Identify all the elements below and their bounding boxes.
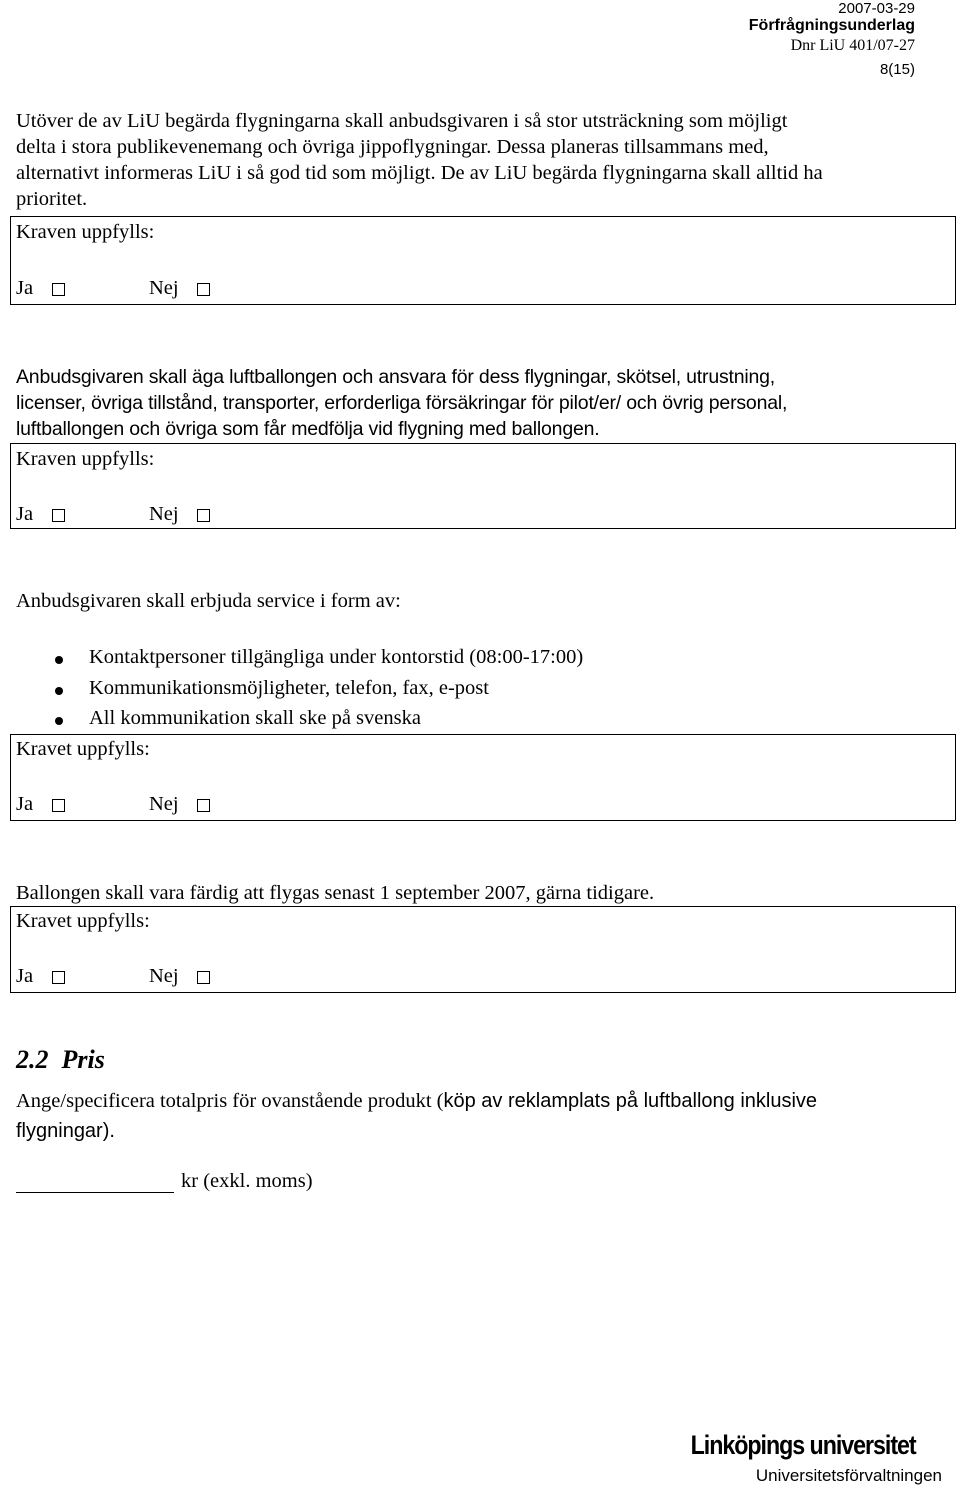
bullet-item: Kommunikationsmöjligheter, telefon, fax, e-post — [89, 677, 489, 699]
no-label: Nej — [149, 965, 179, 987]
university-logo: Linköpings universitet — [690, 1430, 916, 1460]
yes-checkbox[interactable] — [52, 283, 65, 296]
paragraph-line: luftballongen och övriga som får medfölja vid flygning med ballongen. — [16, 418, 600, 440]
no-checkbox[interactable] — [197, 799, 210, 812]
yes-label: Ja — [16, 277, 34, 299]
bullet-item: Kontaktpersoner tillgängliga under kontorstid (08:00-17:00) — [89, 646, 584, 668]
requirement-label: Kraven uppfylls: — [16, 448, 155, 470]
price-instruction-part2: köp av reklamplats på luftballong inklusive — [443, 1090, 818, 1112]
paragraph-line: licenser, övriga tillstånd, transporter, erforderliga försäkringar för pilot/er/ och övrig personal, — [16, 392, 788, 414]
yes-checkbox[interactable] — [52, 509, 65, 522]
bullet-dot — [55, 687, 63, 695]
section-2-paragraph — [16, 364, 936, 442]
price-unit: kr (exkl. moms) — [181, 1170, 313, 1192]
requirement-label: Kraven uppfylls: — [16, 221, 155, 243]
bullet-dot — [55, 717, 63, 725]
paragraph-line: Ballongen skall vara färdig att flygas senast 1 september 2007, gärna tidigare. — [16, 882, 655, 904]
no-label: Nej — [149, 793, 179, 815]
paragraph-line: alternativt informeras LiU i så god tid som möjligt. De av LiU begärda flygningarna skall alltid ha — [16, 162, 823, 184]
section-3-intro: Anbudsgivaren skall erbjuda service i form av: — [16, 590, 401, 612]
header-page-number: 8(15) — [879, 61, 915, 78]
price-instruction — [16, 1086, 817, 1116]
section-1-requirement-box — [10, 216, 956, 305]
section-4-paragraph — [16, 880, 936, 906]
no-checkbox[interactable] — [197, 509, 210, 522]
section-3-requirement-box — [10, 734, 956, 821]
price-input-line[interactable] — [16, 1192, 174, 1193]
yes-label: Ja — [16, 965, 34, 987]
header-date: 2007-03-29 — [838, 0, 915, 17]
section-2-requirement-box — [10, 443, 956, 529]
yes-checkbox[interactable] — [52, 971, 65, 984]
header-title: Förfrågningsunderlag — [748, 17, 915, 34]
no-checkbox[interactable] — [197, 283, 210, 296]
yes-checkbox[interactable] — [52, 799, 65, 812]
yes-label: Ja — [16, 503, 34, 525]
paragraph-line: prioritet. — [16, 188, 88, 210]
yes-label: Ja — [16, 793, 34, 815]
requirement-label: Kravet uppfylls: — [16, 910, 150, 932]
no-checkbox[interactable] — [197, 971, 210, 984]
price-instruction-line2: flygningar). — [16, 1120, 115, 1142]
bullet-dot — [55, 656, 63, 664]
price-heading: 2.2 Pris — [16, 1045, 105, 1074]
bullet-item: All kommunikation skall ske på svenska — [89, 707, 421, 729]
department-name: Universitetsförvaltningen — [755, 1466, 942, 1485]
paragraph-line: Anbudsgivaren skall äga luftballongen och ansvara för dess flygningar, skötsel, utrustning, — [16, 366, 776, 388]
header-dnr: Dnr LiU 401/07-27 — [790, 37, 915, 54]
requirement-label: Kravet uppfylls: — [16, 738, 150, 760]
no-label: Nej — [149, 277, 179, 299]
no-label: Nej — [149, 503, 179, 525]
price-instruction-part1: Ange/specificera totalpris för ovanstående produkt ( — [16, 1090, 444, 1112]
paragraph-line: delta i stora publikevenemang och övriga jippoflygningar. Dessa planeras tillsammans med, — [16, 136, 769, 158]
section-4-requirement-box — [10, 906, 956, 993]
section-1-paragraph — [16, 108, 936, 212]
paragraph-line: Utöver de av LiU begärda flygningarna skall anbudsgivaren i så stor utsträckning som möjligt — [16, 110, 788, 132]
